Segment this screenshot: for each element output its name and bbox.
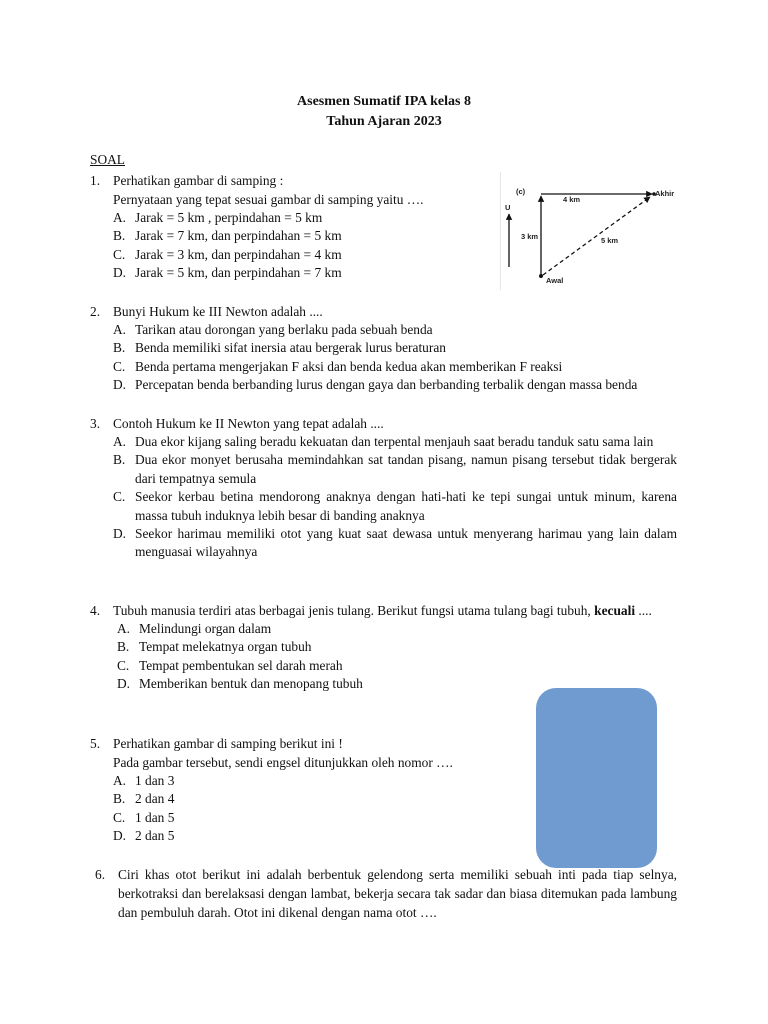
option-text: Tempat pembentukan sel darah merah [139,657,343,673]
question-text-tail: .... [635,603,652,618]
option-text: Seekor harimau memiliki otot yang kuat saat dewasa untuk menyerang harimau yang lain dalam menguasai wilayahnya [135,526,677,560]
option-text: 1 dan 3 [135,773,175,788]
option-text: Benda pertama mengerjakan F aksi dan benda kedua akan memberikan F reaksi [135,358,563,374]
question-4 [90,601,677,694]
question-3 [90,414,677,562]
option-text: Melindungi organ dalam [139,621,272,636]
option-letter: B. [113,452,126,468]
option-text: Seekor kerbau betina mendorong anaknya dengan hati-hati ke tepi sungai untuk minum, karena massa tubuh induknya lebih besar di banding anaknya [135,489,677,523]
question-number: 2. [90,304,101,319]
option-letter: A. [113,210,127,225]
document-subtitle: Tahun Ajaran 2023 [326,114,442,129]
question-2 [90,302,677,395]
document-title: Asesmen Sumatif IPA kelas 8 [297,94,471,109]
section-label: SOAL [90,152,125,167]
option-c [117,657,677,675]
question-text [113,601,677,620]
option-letter: A. [113,434,127,449]
option-b [113,451,677,488]
end-label: Akhir [655,189,675,198]
north-label: U [505,203,511,212]
option-text: Percepatan benda berbanding lurus dengan gaya dan berbanding terbalik dengan massa benda [135,377,638,393]
option-text: Tempat melekatnya organ tubuh [139,639,312,655]
skeleton-figure-placeholder [536,688,657,868]
options-list [90,321,677,395]
option-text: Tarikan atau dorongan yang berlaku pada sebuah benda [135,322,433,337]
side-distance-label: 3 km [521,232,539,241]
displacement-diagram [500,172,678,290]
option-d [113,376,677,394]
question-number: 5. [90,736,101,751]
option-text: Dua ekor kijang saling beradu kekuatan dan terpental menjauh saat beradu tanduk satu sama lain [135,434,654,449]
emphasis-word: kecuali [594,603,636,618]
top-distance-label: 4 km [563,195,581,204]
option-letter: D. [113,265,127,281]
question-text: Ciri khas otot berikut ini adalah berbentuk gelendong serta memiliki sebuah inti pada tiap selnya, berkotraksi dan berelaksasi dengan lambat, bekerja secara tak sadar dan biasa ditemukan pada lambung dan pembuluh darah. Otot ini dikenal dengan nama otot …. [118,867,677,920]
option-letter: A. [117,621,131,636]
option-letter: B. [117,639,130,655]
option-b [117,638,677,656]
option-text: 1 dan 5 [135,809,175,825]
options-list [90,433,677,562]
question-subtext: Pernyataan yang tepat sesuai gambar di samping yaitu …. [113,192,424,207]
question-number: 4. [90,603,101,618]
option-letter: C. [113,489,126,505]
option-letter: C. [113,246,126,262]
option-letter: A. [113,322,127,337]
option-text: Jarak = 5 km , perpindahan = 5 km [135,210,323,225]
option-letter: D. [113,377,127,393]
option-letter: B. [113,791,126,807]
options-list [90,620,677,694]
start-label: Awal [546,276,564,285]
option-text: Dua ekor monyet berusaha memindahkan sat tandan pisang, namun pisang tersebut tidak bergerak dari tempatnya semula [135,452,677,486]
question-text: Perhatikan gambar di samping : [113,173,284,188]
option-letter: C. [113,809,126,825]
option-letter: A. [113,773,127,788]
option-text: Jarak = 3 km, dan perpindahan = 4 km [135,246,342,262]
question-number: 6. [95,867,106,882]
question-text: Bunyi Hukum ke III Newton adalah .... [113,304,323,319]
question-text-main: Tubuh manusia terdiri atas berbagai jenis tulang. Berikut fungsi utama tulang bagi tubuh, [113,603,591,618]
diagonal-distance-label: 5 km [601,236,619,245]
option-letter: D. [113,526,127,542]
panel-label: (c) [516,187,526,196]
option-letter: D. [113,828,127,844]
start-point [539,274,543,278]
question-subtext: Pada gambar tersebut, sendi engsel ditunjukkan oleh nomor …. [113,755,453,770]
option-d [113,525,677,562]
option-letter: D. [117,676,131,692]
question-6 [95,865,677,922]
question-number: 1. [90,173,101,188]
option-text: 2 dan 4 [135,791,175,807]
option-letter: B. [113,228,126,244]
option-c [113,488,677,525]
option-a [113,321,677,339]
option-a [117,620,677,638]
option-text: Benda memiliki sifat inersia atau bergerak lurus beraturan [135,340,446,356]
option-letter: C. [117,657,130,673]
option-letter: B. [113,340,126,356]
option-b [113,339,677,357]
option-a [113,433,677,451]
option-text: 2 dan 5 [135,828,175,844]
option-text: Jarak = 7 km, dan perpindahan = 5 km [135,228,342,244]
option-text: Jarak = 5 km, dan perpindahan = 7 km [135,265,342,281]
option-letter: C. [113,358,126,374]
option-text: Memberikan bentuk dan menopang tubuh [139,676,363,692]
question-text: Perhatikan gambar di samping berikut ini ! [113,736,343,751]
question-number: 3. [90,416,101,431]
option-c [113,358,677,376]
question-text: Contoh Hukum ke II Newton yang tepat adalah .... [113,416,384,431]
